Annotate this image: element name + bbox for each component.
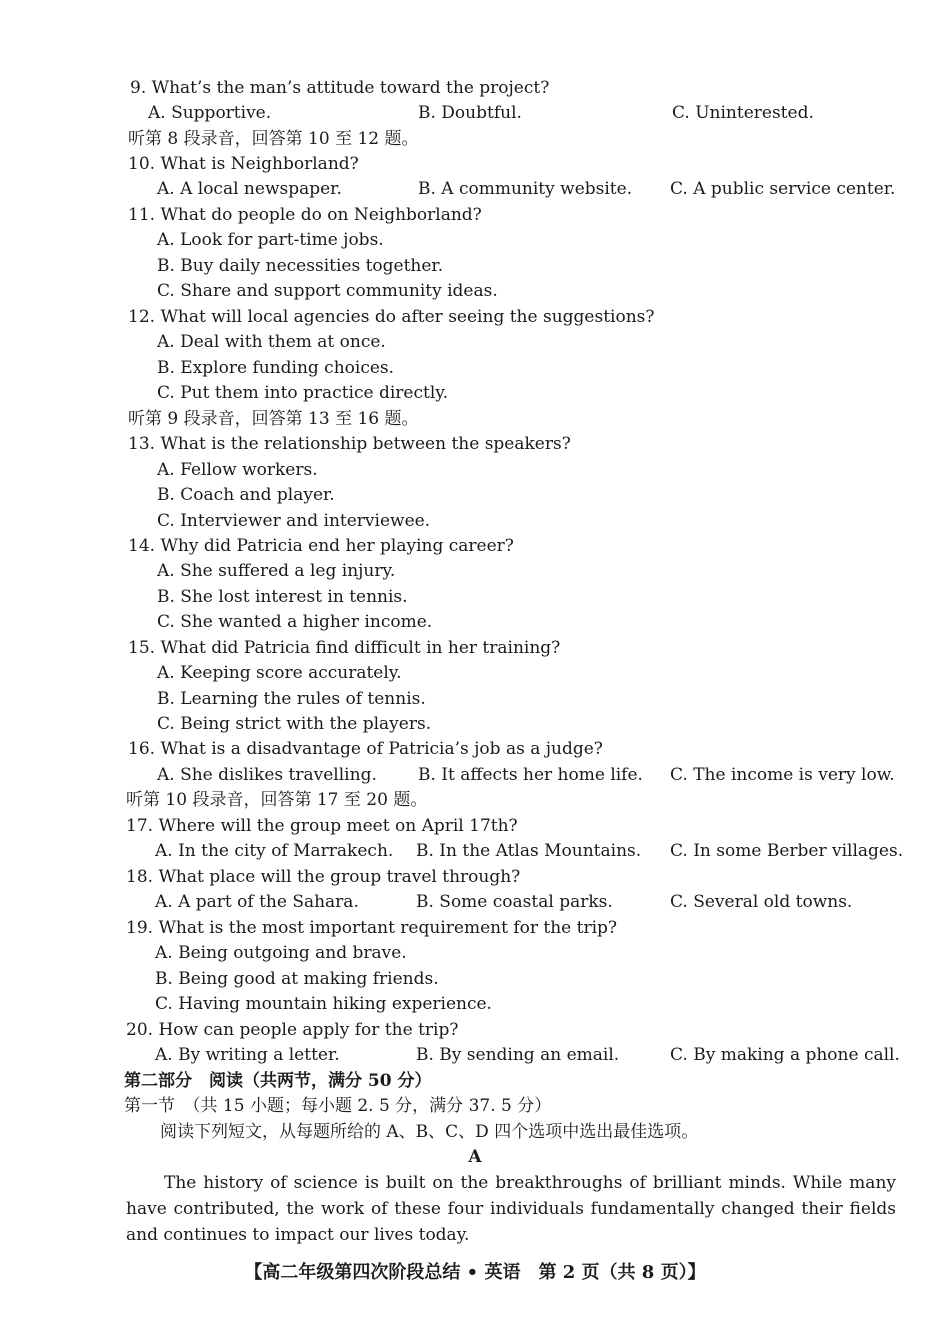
section-8-instruction: 听第 8 段录音，回答第 10 至 12 题。 [128, 129, 419, 149]
question-11-option-b: B. Buy daily necessities together. [157, 256, 444, 276]
question-17-option-b: B. In the Atlas Mountains. [416, 841, 642, 861]
section-1-title: 第一节 （共 15 小题；每小题 2. 5 分，满分 37. 5 分） [124, 1096, 552, 1116]
question-9-option-b: B. Doubtful. [418, 103, 522, 123]
question-12-stem: 12. What will local agencies do after seeing the suggestions? [128, 307, 655, 327]
question-13-stem: 13. What is the relationship between the speakers? [128, 434, 571, 454]
question-16-option-b: B. It affects her home life. [418, 765, 643, 785]
question-18-option-b: B. Some coastal parks. [416, 892, 613, 912]
question-9-option-a: A. Supportive. [148, 103, 272, 123]
question-17-stem: 17. Where will the group meet on April 17th? [126, 816, 518, 836]
question-10-option-c: C. A public service center. [670, 179, 896, 199]
question-13-option-a: A. Fellow workers. [157, 460, 318, 480]
question-14-stem: 14. Why did Patricia end her playing career? [128, 536, 514, 556]
question-20-option-a: A. By writing a letter. [155, 1045, 340, 1065]
question-19-stem: 19. What is the most important requirement for the trip? [126, 918, 618, 938]
question-10-option-a: A. A local newspaper. [157, 179, 342, 199]
question-12-option-b: B. Explore funding choices. [157, 358, 395, 378]
question-13-option-c: C. Interviewer and interviewee. [157, 511, 431, 531]
question-12-option-a: A. Deal with them at once. [157, 332, 386, 352]
question-11-option-c: C. Share and support community ideas. [157, 281, 498, 301]
question-18-option-a: A. A part of the Sahara. [155, 892, 359, 912]
question-14-option-a: A. She suffered a leg injury. [157, 561, 396, 581]
question-20-option-b: B. By sending an email. [416, 1045, 620, 1065]
question-19-option-c: C. Having mountain hiking experience. [155, 994, 492, 1014]
question-20-option-c: C. By making a phone call. [670, 1045, 900, 1065]
question-9-stem: 9. What’s the man’s attitude toward the project? [130, 78, 550, 98]
section-9-instruction: 听第 9 段录音，回答第 13 至 16 题。 [128, 409, 419, 429]
question-9-option-c: C. Uninterested. [672, 103, 814, 123]
page-footer: 【高二年级第四次阶段总结 • 英语 第 2 页（共 8 页）】 [244, 1262, 706, 1283]
question-11-option-a: A. Look for part-time jobs. [157, 230, 384, 250]
question-10-stem: 10. What is Neighborland? [128, 154, 359, 174]
question-15-option-b: B. Learning the rules of tennis. [157, 689, 426, 709]
part-2-title: 第二部分 阅读（共两节，满分 50 分） [124, 1071, 432, 1091]
question-17-option-c: C. In some Berber villages. [670, 841, 904, 861]
question-16-option-a: A. She dislikes travelling. [157, 765, 377, 785]
reading-instruction: 阅读下列短文，从每题所给的 A、B、C、D 四个选项中选出最佳选项。 [160, 1122, 699, 1142]
question-13-option-b: B. Coach and player. [157, 485, 335, 505]
question-14-option-b: B. She lost interest in tennis. [157, 587, 408, 607]
question-12-option-c: C. Put them into practice directly. [157, 383, 449, 403]
question-18-stem: 18. What place will the group travel through? [126, 867, 521, 887]
question-15-option-a: A. Keeping score accurately. [157, 663, 402, 683]
passage-paragraph: The history of science is built on the breakthroughs of brilliant minds. While many have contributed, the work of these four individuals fundamentally changed their fields and continues to impact our lives today. [126, 1173, 896, 1245]
question-18-option-c: C. Several old towns. [670, 892, 853, 912]
question-14-option-c: C. She wanted a higher income. [157, 612, 433, 632]
question-15-stem: 15. What did Patricia find difficult in her training? [128, 638, 561, 658]
question-15-option-c: C. Being strict with the players. [157, 714, 432, 734]
question-19-option-b: B. Being good at making friends. [155, 969, 439, 989]
question-11-stem: 11. What do people do on Neighborland? [128, 205, 482, 225]
section-10-instruction: 听第 10 段录音，回答第 17 至 20 题。 [126, 790, 428, 810]
question-16-stem: 16. What is a disadvantage of Patricia’s job as a judge? [128, 739, 603, 759]
question-17-option-a: A. In the city of Marrakech. [155, 841, 394, 861]
question-10-option-b: B. A community website. [418, 179, 633, 199]
question-20-stem: 20. How can people apply for the trip? [126, 1020, 459, 1040]
question-19-option-a: A. Being outgoing and brave. [155, 943, 407, 963]
passage-label: A [468, 1147, 482, 1167]
question-16-option-c: C. The income is very low. [670, 765, 895, 785]
